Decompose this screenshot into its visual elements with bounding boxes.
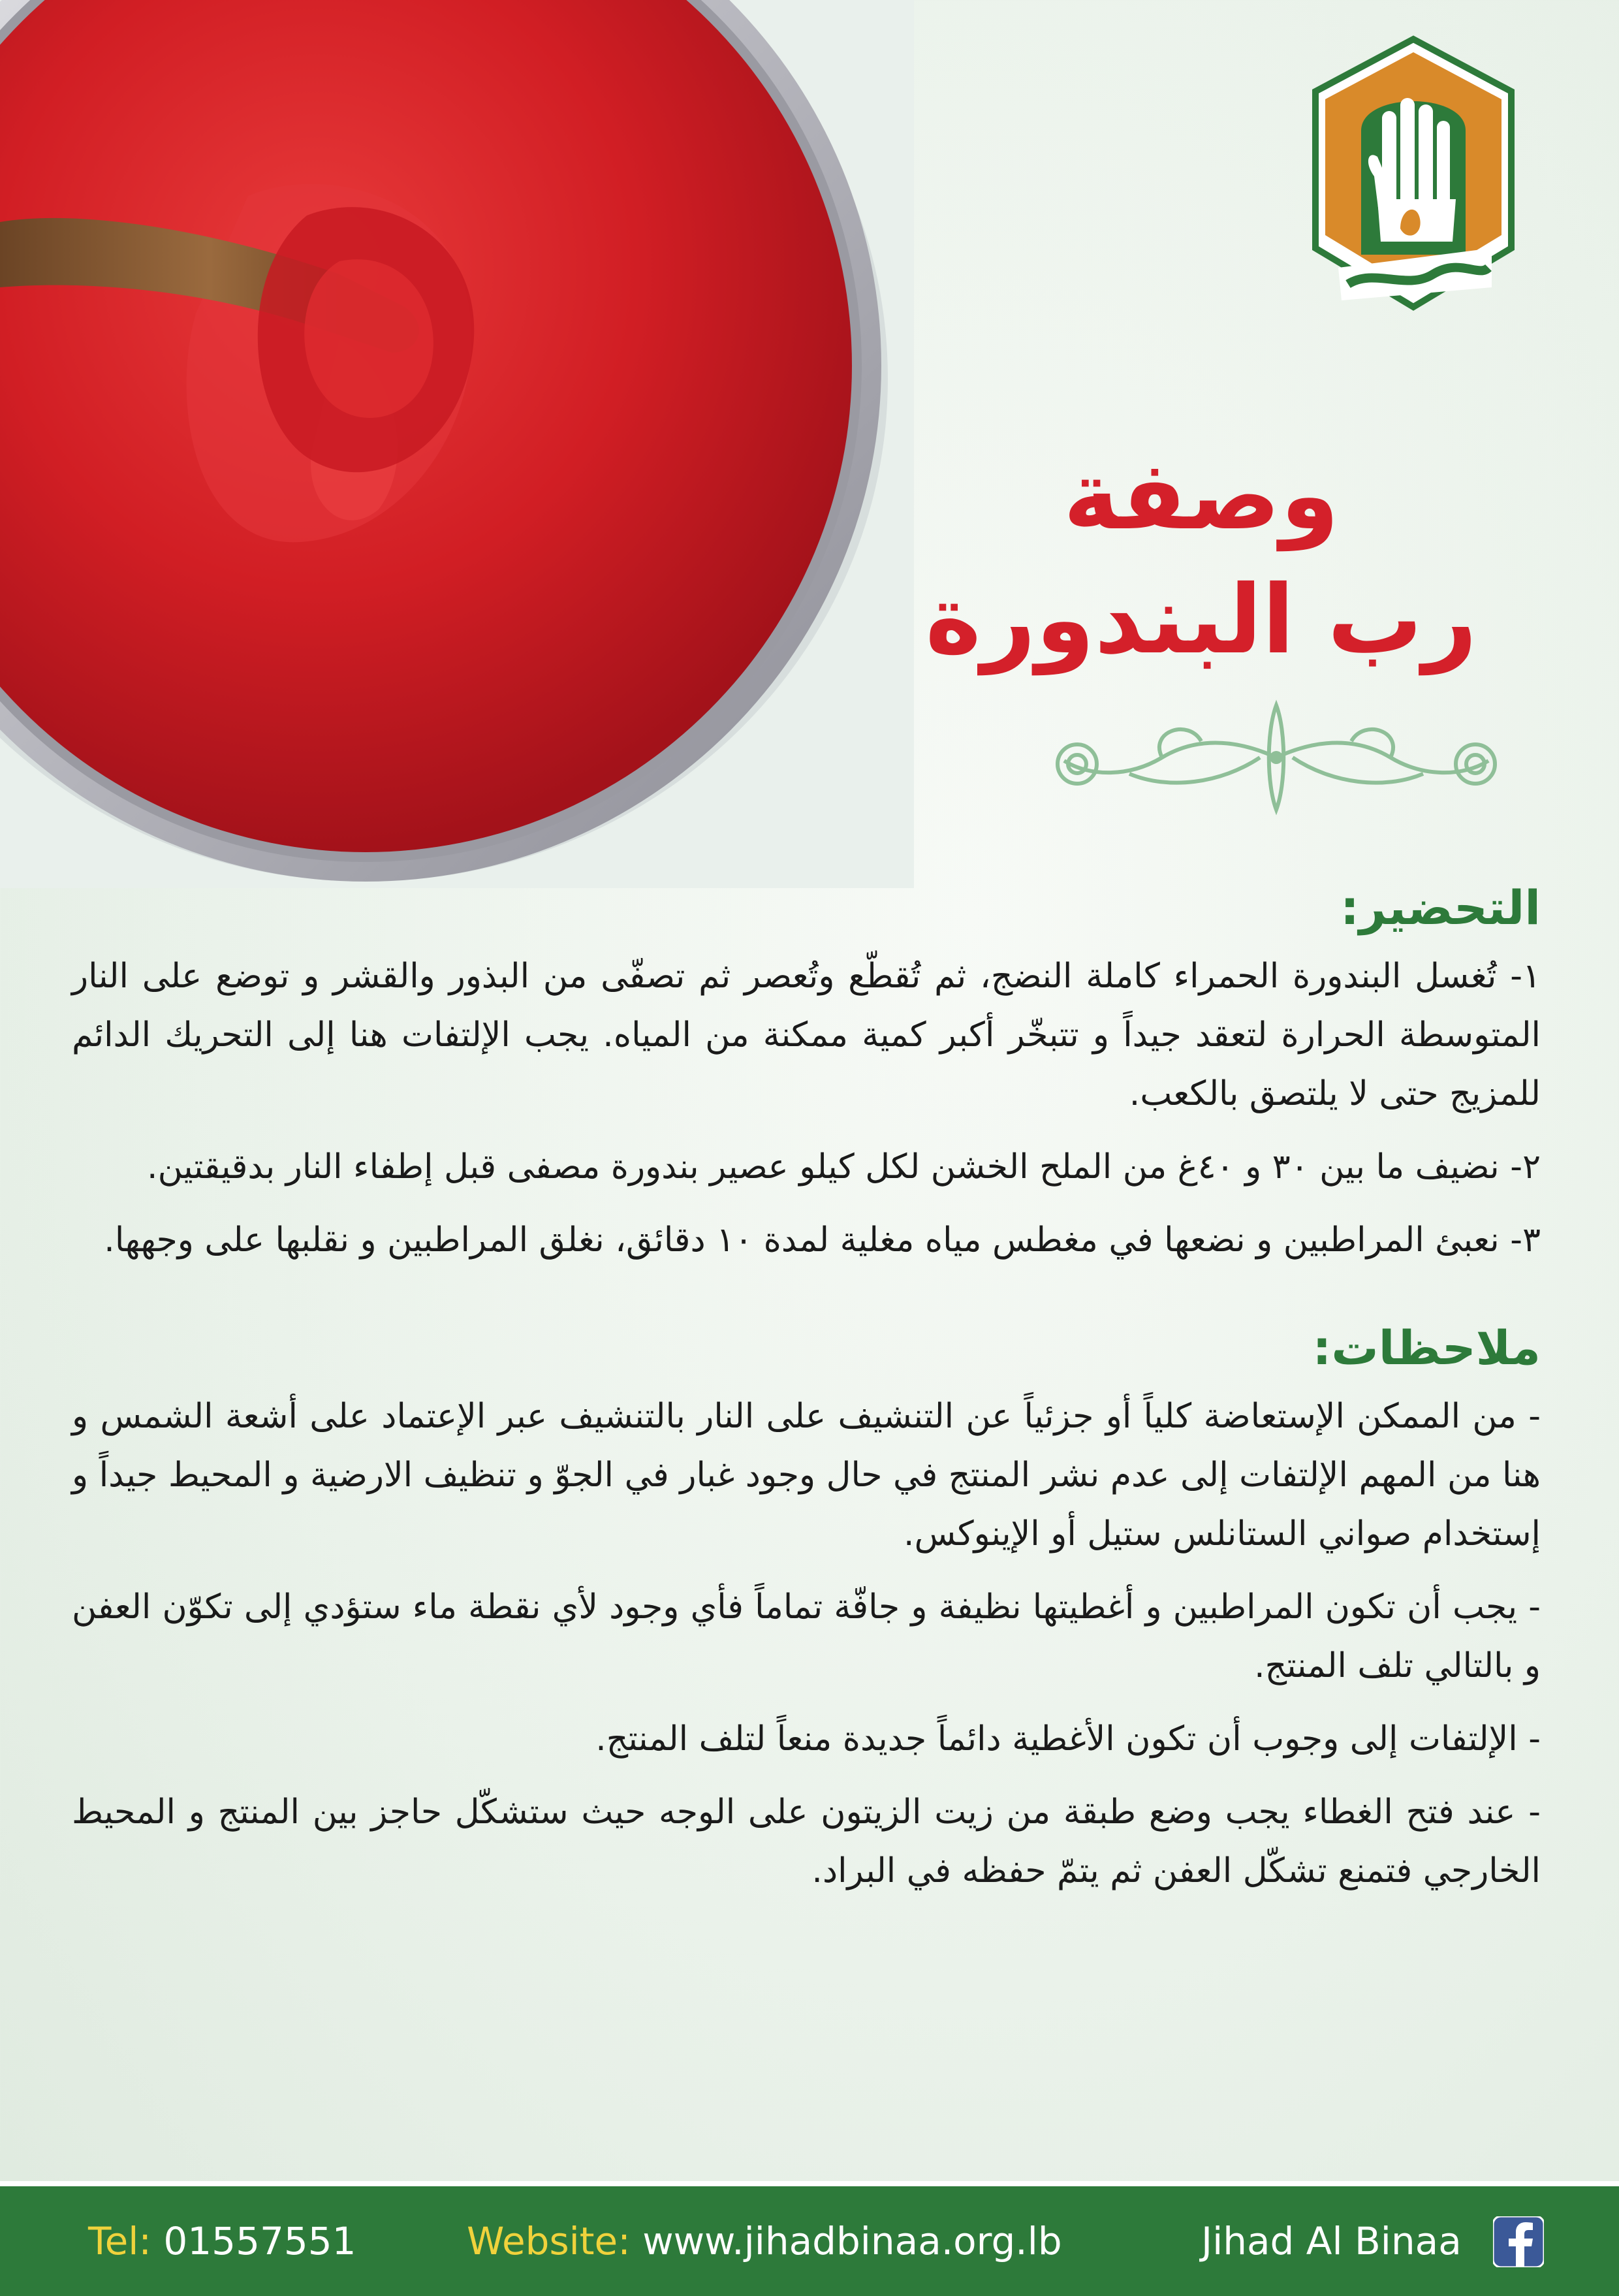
telephone-info [88,2186,356,2296]
facebook-page-name[interactable]: Jihad Al Binaa [1201,2219,1462,2263]
tomato-paste-photo [0,0,914,888]
notes-heading: ملاحظات: [1312,1320,1541,1375]
contact-footer [0,2181,1619,2296]
note-item: - يجب أن تكون المراطبين و أغطيتها نظيفة و جافّة تماماً فأي وجود لأي نقطة ماء ستؤدي إلى تكوّن العفن و بالتالي تلف المنتج. [72,1587,1541,1685]
website-info [467,2186,1062,2296]
recipe-title-line-2: رب البندورة [925,565,1477,675]
jihad-al-binaa-logo [1302,33,1524,320]
recipe-title-line-1: وصفة [1063,441,1340,551]
facebook-icon[interactable] [1493,2216,1544,2267]
note-item: - الإلتفات إلى وجوب أن تكون الأغطية دائماً جديدة منعاً لتلف المنتج. [595,1719,1541,1759]
preparation-step: ٣- نعبئ المراطبين و نضعها في مغطس مياه مغلية لمدة ١٠ دقائق، نغلق المراطبين و نقلبها على وجهها. [104,1220,1541,1260]
telephone-number: 01557551 [163,2219,356,2263]
note-item: - من الممكن الإستعاضة كلياً أو جزئياً عن التنشيف على النار بالتنشيف عبر الإعتماد على أشعة الشمس و هنا من المهم الإلتفات إلى عدم نشر المنتج في حال وجود غبار في الجوّ و تنظيف الارضية و المحيط جيداً و إستخدام صواني الستانلس ستيل أو الإينوكس. [72,1397,1541,1554]
recipe-content [72,875,1541,1915]
telephone-label: Tel: [88,2219,151,2263]
preparation-step: ٢- نضيف ما بين ٣٠ و ٤٠غ من الملح الخشن لكل كيلو عصير بندورة مصفى قبل إطفاء النار بدقيقتين. [147,1147,1541,1187]
website-url[interactable]: www.jihadbinaa.org.lb [642,2219,1062,2263]
decorative-flourish-divider [1038,692,1515,823]
website-label: Website: [467,2219,631,2263]
note-item: - عند فتح الغطاء يجب وضع طبقة من زيت الزيتون على الوجه حيث ستشكّل حاجز بين المنتج و المحيط الخارجي فتمنع تشكّل العفن ثم يتمّ حفظه في البراد. [72,1793,1541,1890]
preparation-step: ١- تُغسل البندورة الحمراء كاملة النضج، ثم تُقطّع وتُعصر ثم تصفّى من البذور والقشر و توضع على النار المتوسطة الحرارة لتعقد جيداً و تتبخّر أكبر كمية ممكنة من المياه. يجب الإلتفات هنا إلى التحريك الدائم للمزيج حتى لا يلتصق بالكعب. [72,957,1541,1113]
preparation-heading: التحضير: [1340,880,1541,935]
